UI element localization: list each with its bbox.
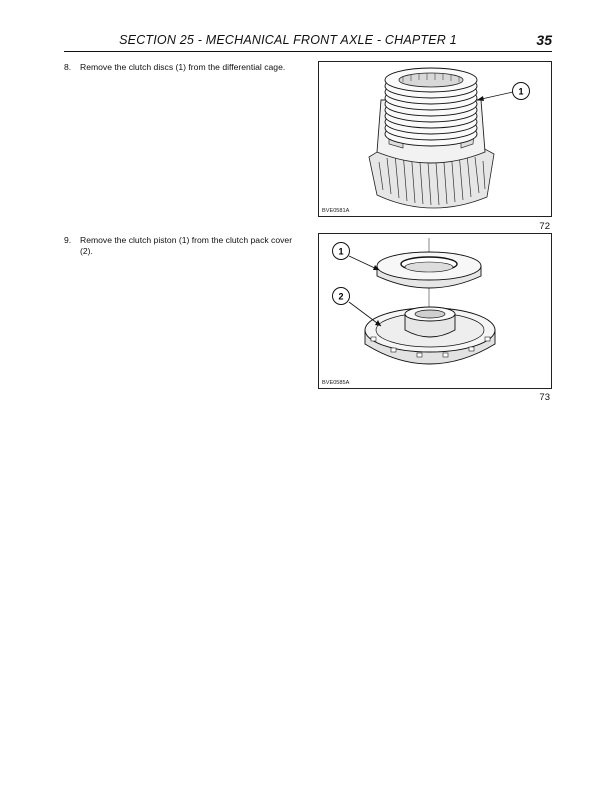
step-text: Remove the clutch piston (1) from the clutch pack cover (2). (80, 235, 293, 256)
callout-label: 1 (338, 246, 344, 257)
clutch-discs-illustration (319, 62, 551, 216)
page-number: 35 (536, 32, 552, 48)
figure-number: 73 (539, 392, 550, 403)
callout-label: 2 (338, 291, 344, 302)
step-text: Remove the clutch discs (1) from the differential cage. (80, 62, 286, 72)
figure-clutch-piston (318, 233, 552, 389)
step-number: 8. (64, 62, 72, 72)
clutch-piston-illustration (319, 234, 551, 388)
page-header (64, 33, 552, 51)
section-title: SECTION 25 - MECHANICAL FRONT AXLE - CHAPTER 1 (119, 33, 457, 47)
figure-code: BVE0581A (322, 208, 350, 214)
callout-label: 1 (518, 86, 524, 97)
figure-code: BVE0585A (322, 380, 350, 386)
step-number: 9. (64, 235, 72, 245)
figure-clutch-discs (318, 61, 552, 217)
step-8 (64, 62, 304, 73)
step-9 (64, 235, 304, 257)
figure-number: 72 (539, 221, 550, 232)
header-divider (64, 51, 552, 52)
